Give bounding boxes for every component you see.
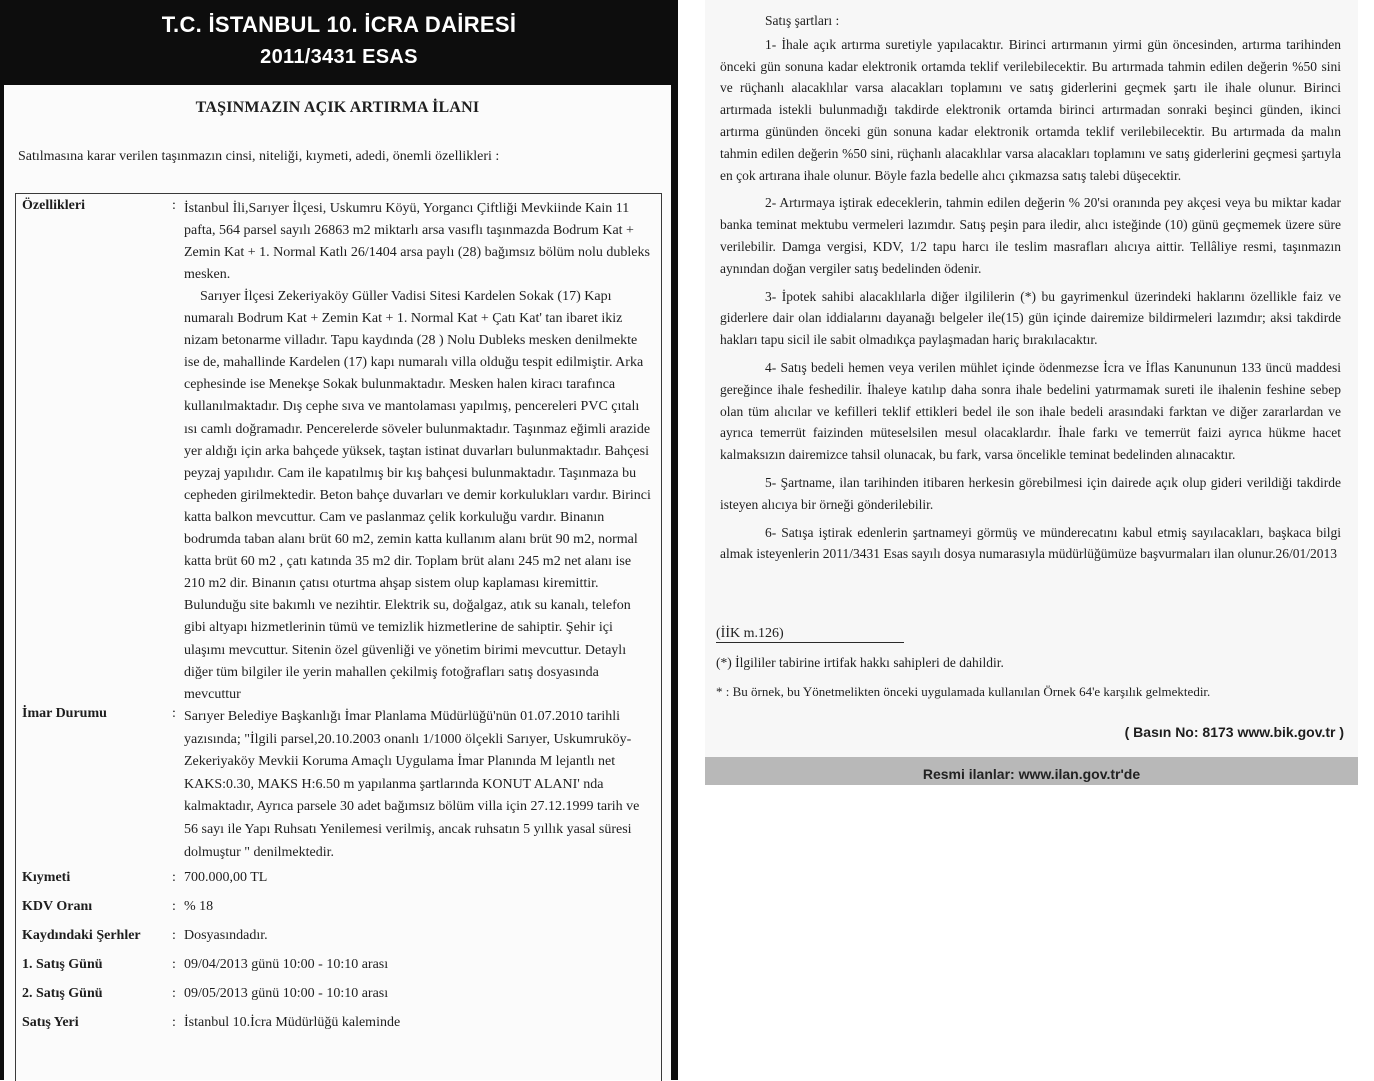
press-number: ( Basın No: 8173 www.bik.gov.tr ) <box>1124 724 1344 740</box>
imar-text: Sarıyer Belediye Başkanlığı İmar Planlama Müdürlüğü'nün 01.07.2010 tarihli yazısında; "İlgili parsel,20.10.2003 onanlı 1/1000 ölçekli Sarıyer, Uskumruköy-Zekeriyaköy Mevkii Koruma Amaçlı Uygulama İmar Planında M lejantlı net KAKS:0.30, MAKS H:6.50 m yapılanma şartlarında KONUT ALANI' nda kalmaktadır, Ayrıca parsele 30 adet bağımsız bölüm villa için 27.12.1999 tarih ve 56 sayı ile Yapı Ruhsatı Yenilemesi verilmiş, ancak ruhsatın 5 yıllık yasal süresi dolmuştur " denilmektedir. <box>184 709 640 860</box>
kiymet-sep: : <box>172 870 176 885</box>
kdv-label: KDV Oranı <box>22 899 93 914</box>
footnote-ilgililer: (*) İlgililer tabirine irtifak hakkı sahipleri de dahildir. <box>716 655 1004 670</box>
satis-gunu-2-label: 2. Satış Günü <box>22 986 103 1001</box>
iik-reference: (İİK m.126) <box>716 626 904 643</box>
satis-gunu-2-sep: : <box>172 986 176 1001</box>
announcement-paper <box>4 85 671 1080</box>
footnote-ornek: * : Bu örnek, bu Yönetmelikten önceki uygulamada kullanılan Örnek 64'e karşılık gelmektedir. <box>716 684 1211 699</box>
satis-yeri-sep: : <box>172 1015 176 1030</box>
office-title: T.C. İSTANBUL 10. İCRA DAİRESİ <box>161 12 517 37</box>
condition-1: 1- İhale açık artırma suretiyle yapılacaktır. Birinci artırmanın yirmi gün öncesinden, artırma tarihinden önceki gün sonuna kadar elektronik ortamda teklif verilebilecektir. Bu artırmada tahmin edilen değerin %50 sini ve rüçhanlı alacaklılar varsa alacakları toplamını ve satış giderlerini geçmek şartı ile ihale olunur. Birinci artırmada istekli bulunmadığı takdirde elektronik ortamda birinci artırmadan sonraki beşinci günden, ikinci artırma gününden önceki gün sonuna kadar elektronik ortamda teklif verilebilecektir. Bu artırmada da malın tahmin edilen değerin %50 sini, rüçhanlı alacaklılar varsa alacakları toplamını ve satış giderlerini geçmesi şartıyla en çok artırana ihale olunur. Böyle fazla bedelle alıcı çıkmazsa satış talebi düşecektir. <box>720 36 1341 183</box>
case-number: 2011/3431 ESAS <box>260 46 418 68</box>
kiymet-label: Kıymeti <box>22 870 71 885</box>
imar-sep: : <box>172 706 176 721</box>
ozellikler-text-2: Sarıyer İlçesi Zekeriyaköy Güller Vadisi Sitesi Kardelen Sokak (17) Kapı numaralı Bodrum Kat + Zemin Kat + 1. Normal Kat + Çatı Kat' tan ibaret ikiz nizam betonarme villadır. Tapu kaydında (28 ) Nolu Dubleks mesken denilmekte ise de, mahallinde Kardelen (17) kapı numaralı villa olduğu tespit edilmiştir. Arka cephesinde ise Menekşe Sokak bulunmaktadır. Mesken halen kiracı tarafınca kullanılmaktadır. Dış cephe sıva ve mantolaması yapılmış, pencereleri PVC çıtalı ısı camlı doğramadır. Pencerelerde söveler bulunmaktadır. Taşınmaz eğimli arazide yer aldığı için arka bahçede yüksek, taştan istinat duvarları bulunmaktadır. Bahçesi peyzaj yapılıdır. Cam ile kapatılmış bir kış bahçesi bulunmaktadır. Taşınmaza bu cepheden girilmektedir. Beton bahçe duvarları ve demir korkulukları vardır. Birinci katta balkon mevcuttur. Cam ve paslanmaz çelik korkuluğu vardır. Binanın bodrumda taban alanı brüt 60 m2, zemin katta kullanım alanı brüt 90 m2, normal katta brüt 60 m2 , çatı katında 35 m2 dir. Toplam brüt alanı 245 m2 net alanı ise 210 m2 dir. Binanın çatısı oturtma ahşap sistem olup kaplaması kiremittir. Bulunduğu site bakımlı ve nezihtir. Elektrik su, doğalgaz, atık su kanalı, telefon gibi altyapı hizmetlerinin tümü ve temizlik hizmetlerine de sahiptir. Şehir içi ulaşımı mevcuttur. Sitenin özel güvenliği ve yönetim birimi mevcuttur. Detaylı diğer tüm bilgiler ile yerin mahallen çekilmiş fotoğrafları satış dosyasında mevcuttur <box>184 289 651 702</box>
satis-gunu-1-label: 1. Satış Günü <box>22 957 103 972</box>
serhler-sep: : <box>172 928 176 943</box>
ozellikler-text-1: İstanbul İli,Sarıyer İlçesi, Uskumru Köyü, Yorgancı Çiftliği Mevkiinde Kain 11 pafta, 564 parsel sayılı 26863 m2 miktarlı arsa vasıflı taşınmazda Bodrum Kat + Zemin Kat + 1. Normal Katlı 26/1404 arsa paylı (28) bağımsız bölüm nolu dubleks mesken. <box>184 201 650 283</box>
satis-yeri-value: İstanbul 10.İcra Müdürlüğü kaleminde <box>184 1015 401 1030</box>
property-details-box <box>15 193 662 1081</box>
right-clipping <box>705 0 1358 785</box>
condition-4: 4- Satış bedeli hemen veya verilen mühlet içinde ödenmezse İcra ve İflas Kanununun 133 üncü maddesi gereğince ihale feshedilir. İhaleye katılıp daha sonra ihale bedelini yatırmamak sureti ile ihalenin feshine sebep olan tüm alıcılar ve kefilleri teklif ettikleri bedel ile son ihale bedeli arasındaki farktan ve diğer zararlardan ve ayrıca temerrüt faizinden müteselsilen mesul olacaklardır. İhale farkı ve temerrüt faizi ayrıca hükme hacet kalmaksızın dairemizce tahsil olunacak, bu fark, varsa öncelikle teminat bedelinden alınacaktır. <box>720 359 1341 463</box>
left-header <box>0 0 678 85</box>
satis-gunu-1-sep: : <box>172 957 176 972</box>
condition-2: 2- Artırmaya iştirak edeceklerin, tahmin edilen değerin % 20'si oranında pey akçesi veya bu miktar kadar banka teminat mektubu vermeleri lazımdır. Satış peşin para iledir, alıcı isteğinde (10) günü geçmemek üzere süre verilebilir. Damga vergisi, KDV, 1/2 tapu harcı ile teslim masrafları alıcıya aittir. Tellâliye resmi, taşınmazın aynından doğan vergiler satış bedelinden ödenir. <box>720 195 1341 276</box>
sale-conditions-heading: Satış şartları : <box>765 13 840 28</box>
official-ads-footer: Resmi ilanlar: www.ilan.gov.tr'de <box>705 757 1358 785</box>
sale-conditions <box>720 10 1341 571</box>
condition-5: 5- Şartname, ilan tarihinden itibaren herkesin görebilmesi için dairede açık olup gideri verildiği takdirde isteyen alıcıya bir örneği gönderilebilir. <box>720 474 1341 512</box>
satis-gunu-1-value: 09/04/2013 günü 10:00 - 10:10 arası <box>184 957 389 972</box>
left-clipping <box>0 0 678 1080</box>
satis-yeri-label: Satış Yeri <box>22 1015 79 1030</box>
imar-label: İmar Durumu <box>22 706 107 721</box>
ozellikler-sep: : <box>172 198 176 213</box>
kiymet-value: 700.000,00 TL <box>184 870 268 885</box>
kdv-value: % 18 <box>184 899 214 914</box>
condition-6: 6- Satışa iştirak edenlerin şartnameyi görmüş ve münderecatını kabul etmiş sayılacakları, başkaca bilgi almak isteyenlerin 2011/3431 Esas sayılı dosya numarasıyla müdürlüğümüze başvurmaları ilan olunur.26/01/2013 <box>720 524 1341 562</box>
intro-text: Satılmasına karar verilen taşınmazın cinsi, niteliği, kıymeti, adedi, önemli özellikleri : <box>18 149 500 164</box>
kdv-sep: : <box>172 899 176 914</box>
announcement-title: TAŞINMAZIN AÇIK ARTIRMA İLANI <box>195 99 480 116</box>
serhler-value: Dosyasındadır. <box>184 928 268 943</box>
satis-gunu-2-value: 09/05/2013 günü 10:00 - 10:10 arası <box>184 986 389 1001</box>
condition-3: 3- İpotek sahibi alacaklılarla diğer ilgililerin (*) bu gayrimenkul üzerindeki haklarını özellikle faiz ve giderlere dair olan iddialarını dayanağı belgeler ile(15) gün içinde dairemize bildirmeleri lazımdır; aksi takdirde hakları tapu sicil ile sabit olmadıkça paylaşmadan hariç bırakılacaktır. <box>720 288 1341 348</box>
ozellikler-label: Özellikleri <box>22 198 85 213</box>
serhler-label: Kaydındaki Şerhler <box>22 928 141 943</box>
